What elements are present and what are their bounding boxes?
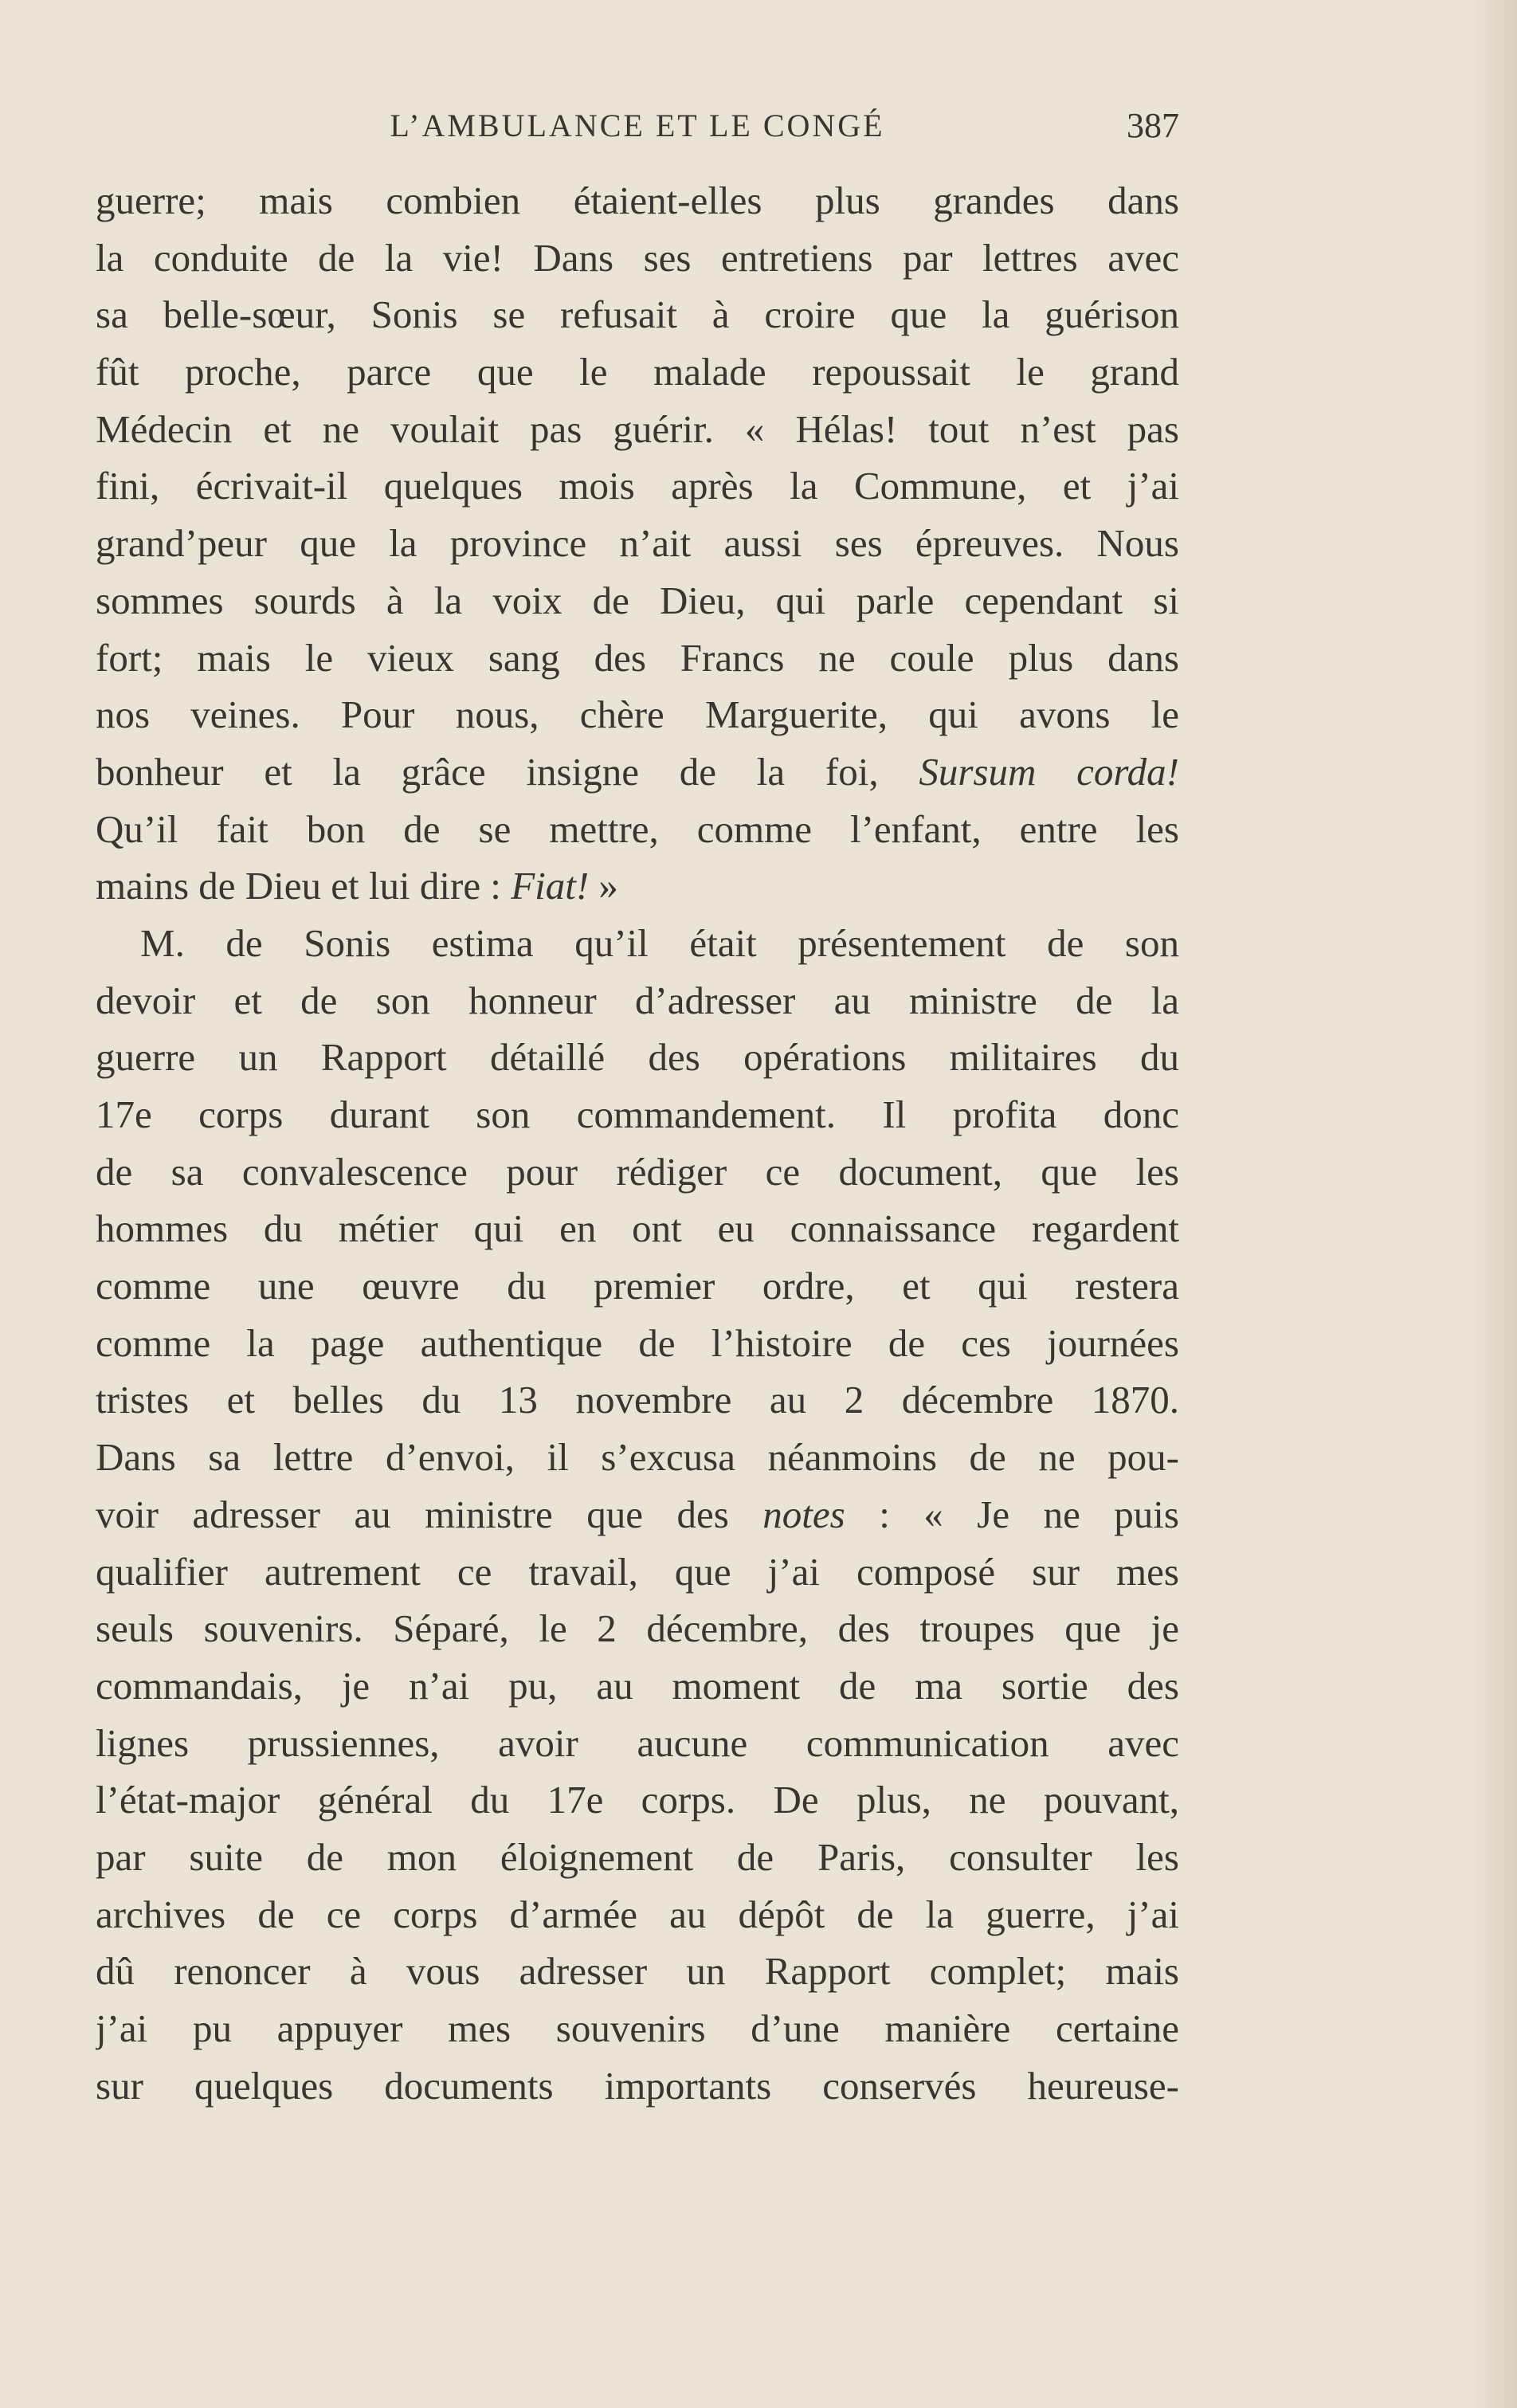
text-line: fort; mais le vieux sang des Francs ne coule plus dans xyxy=(96,635,1179,680)
text-line: l’état-major général du 17e corps. De plus, ne pouvant, xyxy=(96,1778,1179,1822)
text-line: par suite de mon éloignement de Paris, consulter les xyxy=(96,1834,1179,1879)
text-line: grand’peur que la province n’ait aussi ses épreuves. Nous xyxy=(96,521,1179,566)
paragraph-first-line: M. de Sonis estima qu’il était présentement de son xyxy=(140,920,1179,965)
text-line: de sa convalescence pour rédiger ce document, que les xyxy=(96,1149,1179,1194)
text-line: commandais, je n’ai pu, au moment de ma sortie des xyxy=(96,1663,1179,1708)
text-line: qualifier autrement ce travail, que j’ai composé sur mes xyxy=(96,1549,1179,1594)
text-line: seuls souvenirs. Séparé, le 2 décembre, des troupes que je xyxy=(96,1606,1179,1651)
text-run: : « Je ne puis xyxy=(845,1492,1179,1536)
text-line: comme une œuvre du premier ordre, et qui restera xyxy=(96,1264,1179,1308)
text-line: Médecin et ne voulait pas guérir. « Hélas! tout n’est pas xyxy=(96,406,1179,451)
text-line: fût proche, parce que le malade repoussait le grand xyxy=(96,350,1179,394)
page-number: 387 xyxy=(1127,106,1179,145)
text-line xyxy=(96,743,1179,801)
text-line: fini, écrivait-il quelques mois après la Commune, et j’ai xyxy=(96,464,1179,508)
text-line xyxy=(96,1486,1179,1543)
text-line: sa belle-sœur, Sonis se refusait à croire que la guérison xyxy=(96,292,1179,337)
text-line: sommes sourds à la voix de Dieu, qui parle cependant si xyxy=(96,578,1179,622)
text-run: voir adresser au ministre que des xyxy=(96,1492,763,1536)
text-line: sur quelques documents importants conservés heureuse- xyxy=(96,2063,1179,2108)
text-run: bonheur et la grâce insigne de la foi, xyxy=(96,749,919,794)
text-line: dû renoncer à vous adresser un Rapport complet; mais xyxy=(96,1949,1179,1994)
body-text xyxy=(96,172,1179,2114)
text-line: 17e corps durant son commandement. Il profita donc xyxy=(96,1092,1179,1136)
running-title: L’AMBULANCE ET LE CONGÉ xyxy=(390,108,885,143)
text-line: nos veines. Pour nous, chère Marguerite, qui avons le xyxy=(96,692,1179,737)
text-line: Dans sa lettre d’envoi, il s’excusa néanmoins de ne pou- xyxy=(96,1435,1179,1480)
italic-phrase: Sursum corda! xyxy=(919,749,1179,794)
text-line: devoir et de son honneur d’adresser au ministre de la xyxy=(96,978,1179,1022)
text-line: archives de ce corps d’armée au dépôt de la guerre, j’ai xyxy=(96,1892,1179,1936)
text-line: guerre un Rapport détaillé des opérations militaires du xyxy=(96,1035,1179,1080)
text-line: lignes prussiennes, avoir aucune communication avec xyxy=(96,1720,1179,1765)
page-header xyxy=(96,97,1179,155)
text-run: » xyxy=(589,864,618,908)
text-line: j’ai pu appuyer mes souvenirs d’une manière certaine xyxy=(96,2006,1179,2050)
text-line: tristes et belles du 13 novembre au 2 décembre 1870. xyxy=(96,1378,1179,1422)
text-line: hommes du métier qui en ont eu connaissance regardent xyxy=(96,1206,1179,1251)
text-line: guerre; mais combien étaient-elles plus grandes dans xyxy=(96,178,1179,222)
text-run: mains de Dieu et lui dire : xyxy=(96,864,512,908)
page-edge-shadow xyxy=(1469,0,1517,2408)
text-line: comme la page authentique de l’histoire de ces journées xyxy=(96,1320,1179,1365)
text-line xyxy=(96,857,1179,915)
text-line: Qu’il fait bon de se mettre, comme l’enfant, entre les xyxy=(96,806,1179,851)
text-line: la conduite de la vie! Dans ses entretiens par lettres avec xyxy=(96,235,1179,280)
italic-phrase: notes xyxy=(762,1492,845,1536)
italic-phrase: Fiat! xyxy=(511,864,590,908)
